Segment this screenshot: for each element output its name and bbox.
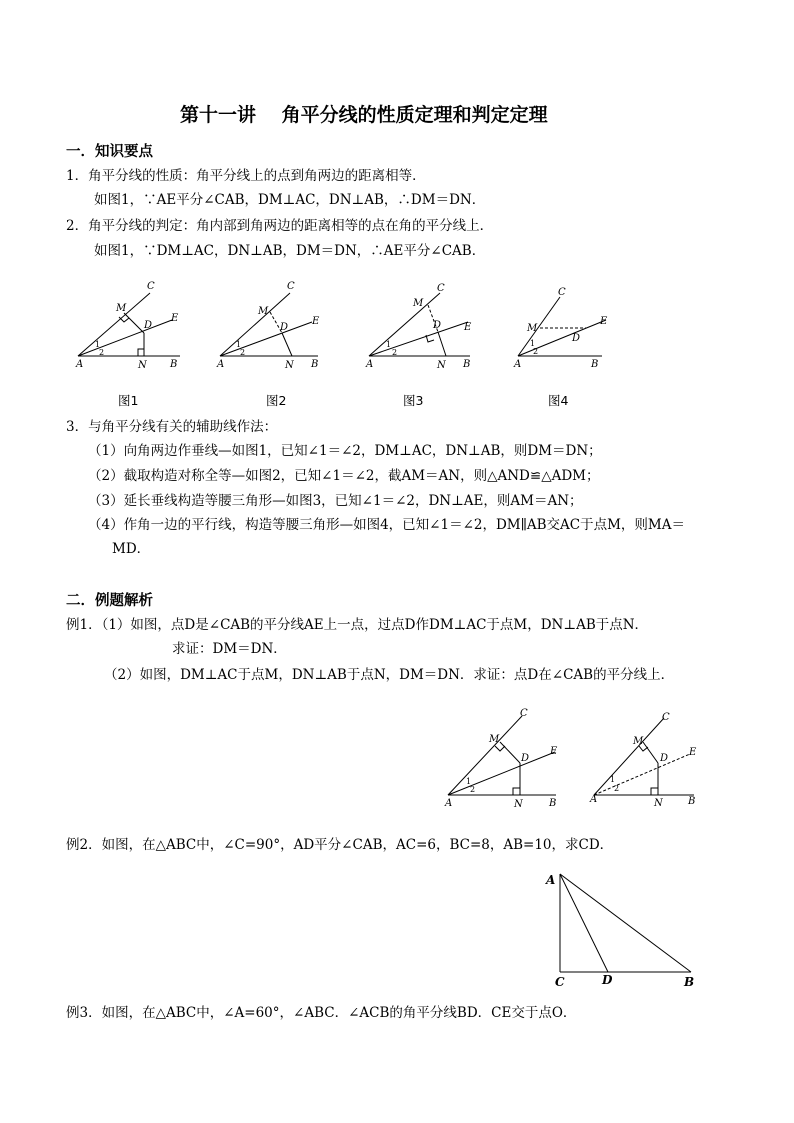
text-line: 如图1，∵AE平分∠CAB，DM⊥AC，DN⊥AB，∴DM＝DN． xyxy=(94,192,486,208)
label-N: N xyxy=(138,360,147,371)
label-N: N xyxy=(654,798,663,809)
label-N: N xyxy=(285,360,294,371)
label-N: N xyxy=(437,360,446,371)
label-M: M xyxy=(258,306,269,317)
label-angle-2: 2 xyxy=(240,348,246,357)
label-E: E xyxy=(550,746,558,757)
label-B: B xyxy=(170,359,178,370)
method-2: （2）截取构造对称全等—如图2，已知∠1＝∠2，截AM＝AN，则△AND≌△ADM； xyxy=(88,468,600,484)
label-angle-2: 2 xyxy=(470,785,476,794)
label-D: D xyxy=(433,320,442,331)
example-1-proof: 求证：DM＝DN． xyxy=(172,641,287,657)
text-line: 2．角平分线的判定：角内部到角两边的距离相等的点在角的平分线上． xyxy=(66,218,494,234)
label-C: C xyxy=(147,281,155,292)
figure-caption-3: 图3 xyxy=(403,393,424,408)
label-D: D xyxy=(572,333,581,344)
method-4-cont: MD． xyxy=(112,541,151,557)
label-angle-1: 1 xyxy=(610,775,616,784)
label-B: B xyxy=(311,359,319,370)
figure-caption-1: 图1 xyxy=(118,393,139,408)
label-angle-1: 1 xyxy=(236,340,242,349)
label-A: A xyxy=(366,359,374,370)
label-B: B xyxy=(463,359,471,370)
label-M: M xyxy=(413,298,424,309)
label-M: M xyxy=(116,303,127,314)
label-C: C xyxy=(437,283,445,294)
example-2: 例2．如图，在△ABC中，∠C=90°，AD平分∠CAB，AC=6，BC=8，AB=10，求CD． xyxy=(66,837,614,853)
label-E: E xyxy=(312,316,320,327)
label-C: C xyxy=(558,287,566,298)
label-angle-1: 1 xyxy=(386,340,392,349)
label-B: B xyxy=(591,359,599,370)
text-line: 如图1，∵DM⊥AC，DN⊥AB，DM＝DN，∴AE平分∠CAB． xyxy=(94,243,486,259)
label-M: M xyxy=(527,323,538,334)
label-angle-2: 2 xyxy=(99,348,105,357)
section-heading-1: 一．知识要点 xyxy=(66,143,153,160)
label-C: C xyxy=(662,712,670,723)
label-D: D xyxy=(602,973,613,987)
method-3: （3）延长垂线构造等腰三角形—如图3，已知∠1＝∠2，DN⊥AE，则AM＝AN； xyxy=(88,493,583,509)
figure-caption-2: 图2 xyxy=(266,393,287,408)
label-A: A xyxy=(546,873,556,887)
example-3: 例3．如图，在△ABC中，∠A=60°，∠ABC．∠ACB的角平分线BD．CE交于点O． xyxy=(66,1005,577,1021)
label-A: A xyxy=(445,798,453,809)
label-D: D xyxy=(280,322,289,333)
label-angle-1: 1 xyxy=(530,339,536,348)
label-B: B xyxy=(688,796,696,807)
example-1-part-1: 例1．（1）如图，点D是∠CAB的平分线AE上一点，过点D作DM⊥AC于点M，DN⊥AB于点N． xyxy=(66,617,649,633)
label-M: M xyxy=(489,734,500,745)
example-1-part-2: （2）如图，DM⊥AC于点M，DN⊥AB于点N，DM＝DN．求证：点D在∠CAB的平分线上． xyxy=(104,667,675,683)
label-C: C xyxy=(520,708,528,719)
label-A: A xyxy=(590,794,598,805)
method-1: （1）向角两边作垂线—如图1，已知∠1＝∠2，DM⊥AC，DN⊥AB，则DM＝DN； xyxy=(88,443,602,459)
text-line: 3．与角平分线有关的辅助线作法： xyxy=(66,419,278,435)
label-C: C xyxy=(287,281,295,292)
label-A: A xyxy=(217,359,225,370)
label-B: B xyxy=(684,975,695,989)
label-M: M xyxy=(633,736,644,747)
label-N: N xyxy=(514,799,523,810)
text-line: 1．角平分线的性质：角平分线上的点到角两边的距离相等． xyxy=(66,168,426,184)
label-B: B xyxy=(549,798,557,809)
label-angle-2: 2 xyxy=(614,784,620,793)
method-4: （4）作角一边的平行线，构造等腰三角形—如图4，已知∠1＝∠2，DM∥AB交AC于点M，则MA＝ xyxy=(88,517,686,533)
label-angle-1: 1 xyxy=(95,340,101,349)
page-title: 第十一讲 角平分线的性质定理和判定定理 xyxy=(180,104,548,126)
label-D: D xyxy=(144,320,153,331)
label-E: E xyxy=(171,313,179,324)
label-E: E xyxy=(600,316,608,327)
label-E: E xyxy=(464,322,472,333)
label-E: E xyxy=(689,747,697,758)
label-A: A xyxy=(76,359,84,370)
label-angle-1: 1 xyxy=(466,777,472,786)
label-angle-2: 2 xyxy=(392,348,398,357)
label-A: A xyxy=(514,359,522,370)
label-angle-2: 2 xyxy=(533,347,539,356)
figure-caption-4: 图4 xyxy=(548,393,569,408)
label-D: D xyxy=(521,753,530,764)
label-D: D xyxy=(660,753,669,764)
label-C: C xyxy=(555,975,565,989)
section-heading-2: 二．例题解析 xyxy=(66,592,153,609)
